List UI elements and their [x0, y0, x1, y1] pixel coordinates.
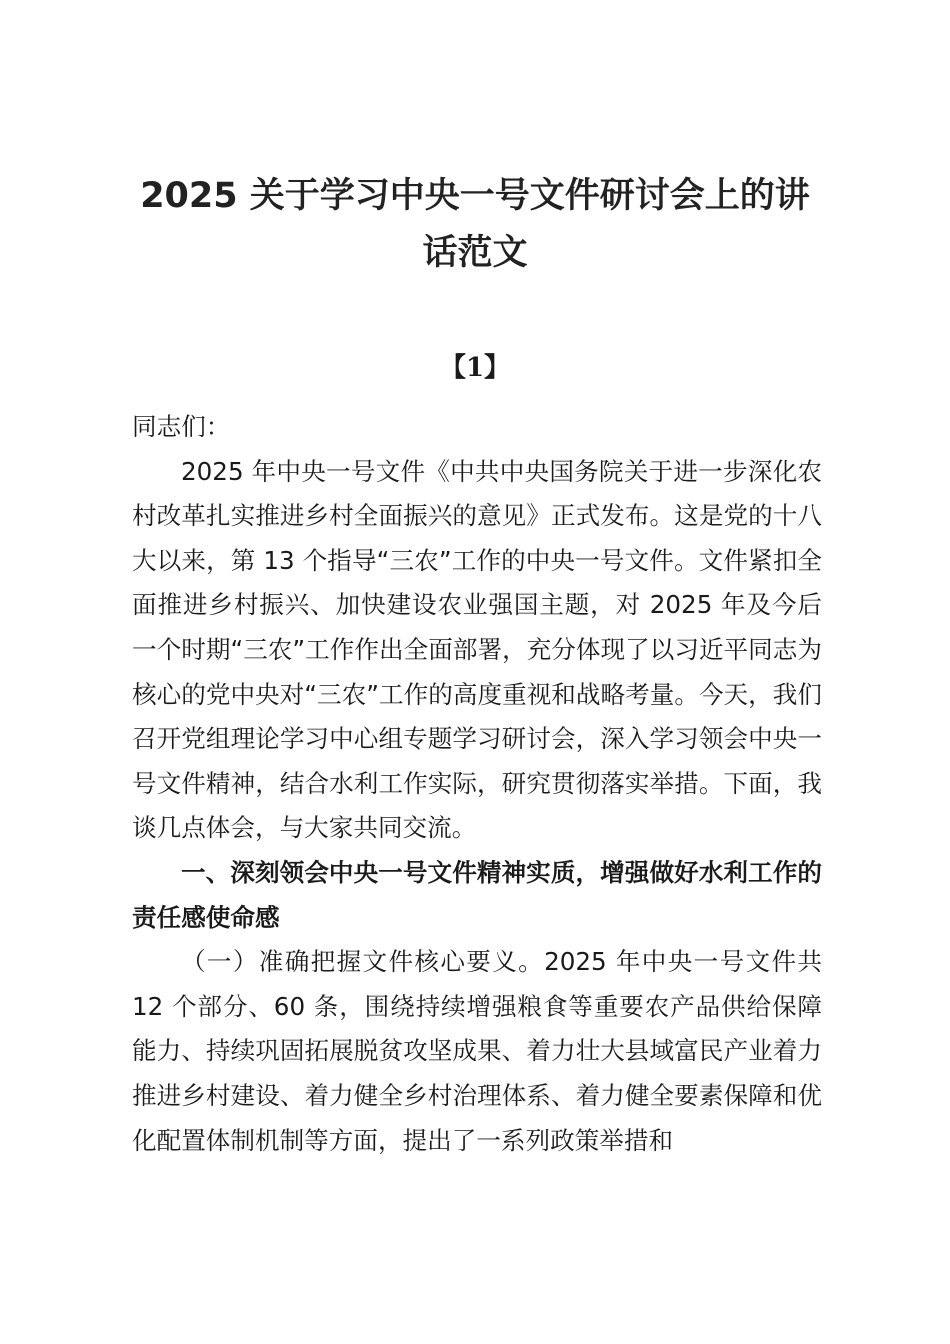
paragraph-subsection-1: （一）准确把握文件核心要义。2025 年中央一号文件共 12 个部分、60 条，围绕持续增强粮食等重要农产品供给保障能力、持续巩固拓展脱贫攻坚成果、着力壮大县域富民产业着力推进乡村建设、着力健全乡村治理体系、着力健全要素保障和优化配置体制机制等方面，提出了一系列政策举措和 [132, 947, 822, 1155]
title-line-2: 话范文 [422, 233, 528, 273]
section-heading-1: 一、深刻领会中央一号文件精神实质，增强做好水利工作的责任感使命感 [132, 857, 822, 932]
salutation: 同志们： [132, 412, 231, 441]
document-body [132, 405, 822, 1163]
paragraph-intro: 2025 年中央一号文件《中共中央国务院关于进一步深化农村改革扎实推进乡村全面振兴的意见》正式发布。这是党的十八大以来，第 13 个指导“三农”工作的中央一号文件。文件紧扣全面推进乡村振兴、加快建设农业强国主题，对 2025 年及今后一个时期“三农”工作作出全面部署，充分体现了以习近平同志为核心的党中央对“三农”工作的高度重视和战略考量。今天，我们召开党组理论学习中心组专题学习研讨会，深入学习领会中央一号文件精神，结合水利工作实际，研究贯彻落实举措。下面，我谈几点体会，与大家共同交流。 [132, 456, 822, 843]
document-title [120, 168, 830, 282]
section-number: 【1】 [439, 353, 511, 383]
title-line-1: 2025 关于学习中央一号文件研讨会上的讲 [140, 176, 810, 216]
